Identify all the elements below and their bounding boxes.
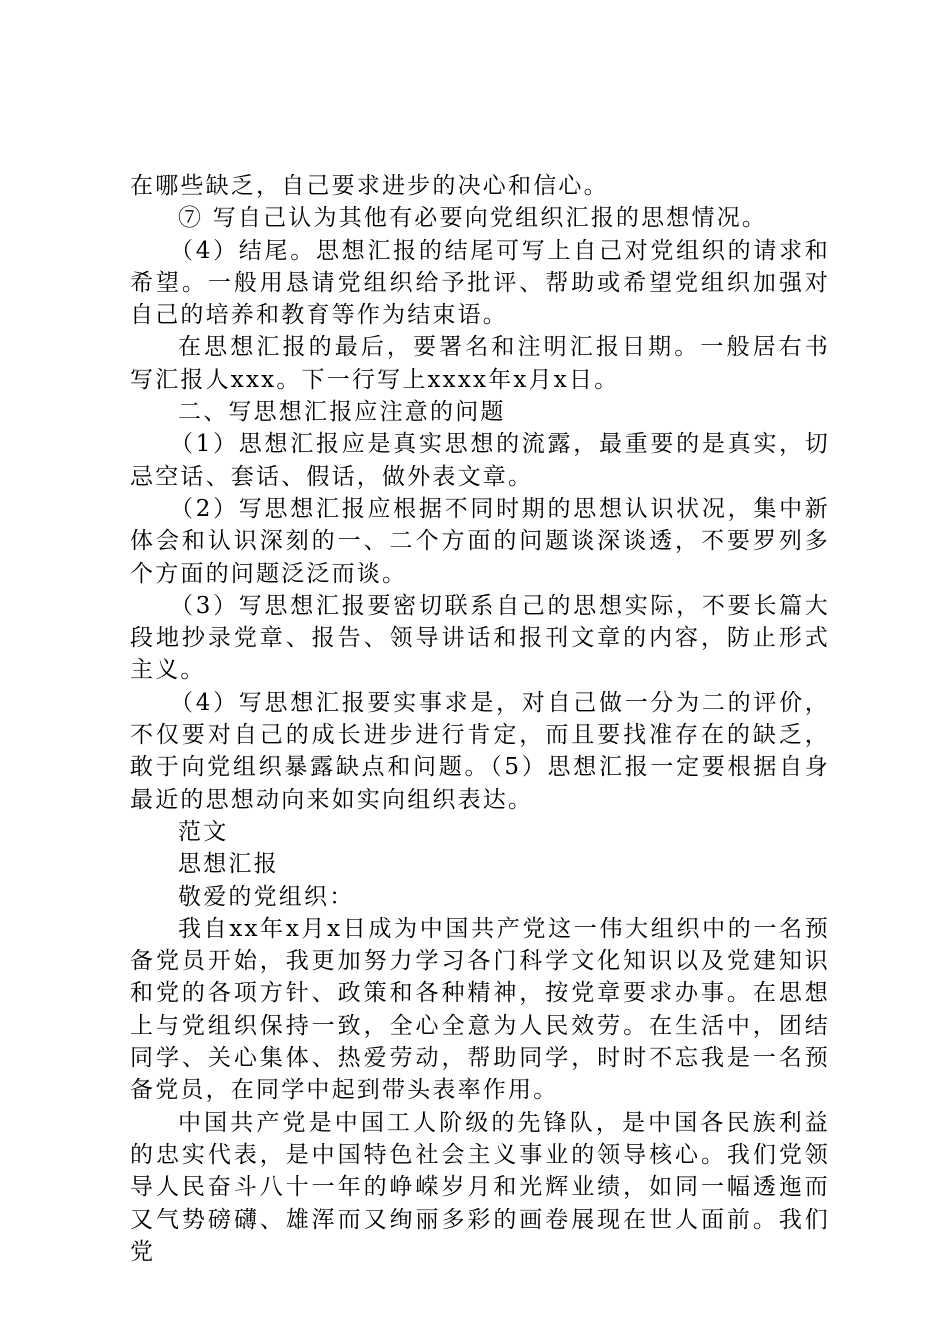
body-paragraph-1: 我自xx年x月x日成为中国共产党这一伟大组织中的一名预备党员开始，我更加努力学习各门科学文化知识以及党建知识和党的各项方针、政策和各种精神，按党章要求办事。在思想上与党组织保持一致，全心全意为人民效劳。在生活中，团结同学、关心集体、热爱劳动，帮助同学，时时不忘我是一名预备党员，在同学中起到带头表率作用。 [130, 915, 830, 1104]
body-paragraph-2: 中国共产党是中国工人阶级的先锋队，是中国各民族利益的忠实代表，是中国特色社会主义事业的领导核心。我们党领导人民奋斗八十一年的峥嵘岁月和光辉业绩，如同一幅透迤而又气势磅礴、雄浑而又绚丽多彩的画卷展现在世人面前。我们党 [130, 1109, 830, 1265]
section-heading-2: 二、写思想汇报应注意的问题 [178, 399, 506, 426]
paragraph-note-1: （1）思想汇报应是真实思想的流露，最重要的是真实，切忌空话、套话、假话，做外表文章。 [130, 431, 830, 490]
salutation: 敬爱的党组织： [178, 883, 355, 910]
paragraph-continuation: 在哪些缺乏，自己要求进步的决心和信心。 [130, 173, 609, 199]
paragraph-note-4-5: （4）写思想汇报要实事求是，对自己做一分为二的评价，不仅要对自己的成长进步进行肯定，而且要找准存在的缺乏，敢于向党组织暴露缺点和问题。（5）思想汇报一定要根据自身最近的思想动向来如实向组织表达。 [130, 689, 830, 813]
sample-title: 思想汇报 [178, 851, 279, 878]
paragraph-note-2: （2）写思想汇报应根据不同时期的思想认识状况，集中新体会和认识深刻的一、二个方面的问题谈深谈透，不要罗列多个方面的问题泛泛而谈。 [130, 495, 830, 587]
paragraph-note-3: （3）写思想汇报要密切联系自己的思想实际，不要长篇大段地抄录党章、报告、领导讲话和报刊文章的内容，防止形式主义。 [130, 592, 830, 684]
paragraph-signature: 在思想汇报的最后，要署名和注明汇报日期。一般居右书写汇报人xxx。下一行写上xxxx年x月x日。 [130, 334, 830, 393]
document-page [130, 170, 830, 1268]
paragraph-ending: （4）结尾。思想汇报的结尾可写上自己对党组织的请求和希望。一般用恳请党组织给予批评、帮助或希望党组织加强对自己的培养和教育等作为结束语。 [130, 237, 830, 329]
paragraph-item-7: ⑦ 写自己认为其他有必要向党组织汇报的思想情况。 [178, 205, 768, 232]
sample-label: 范文 [178, 818, 229, 845]
